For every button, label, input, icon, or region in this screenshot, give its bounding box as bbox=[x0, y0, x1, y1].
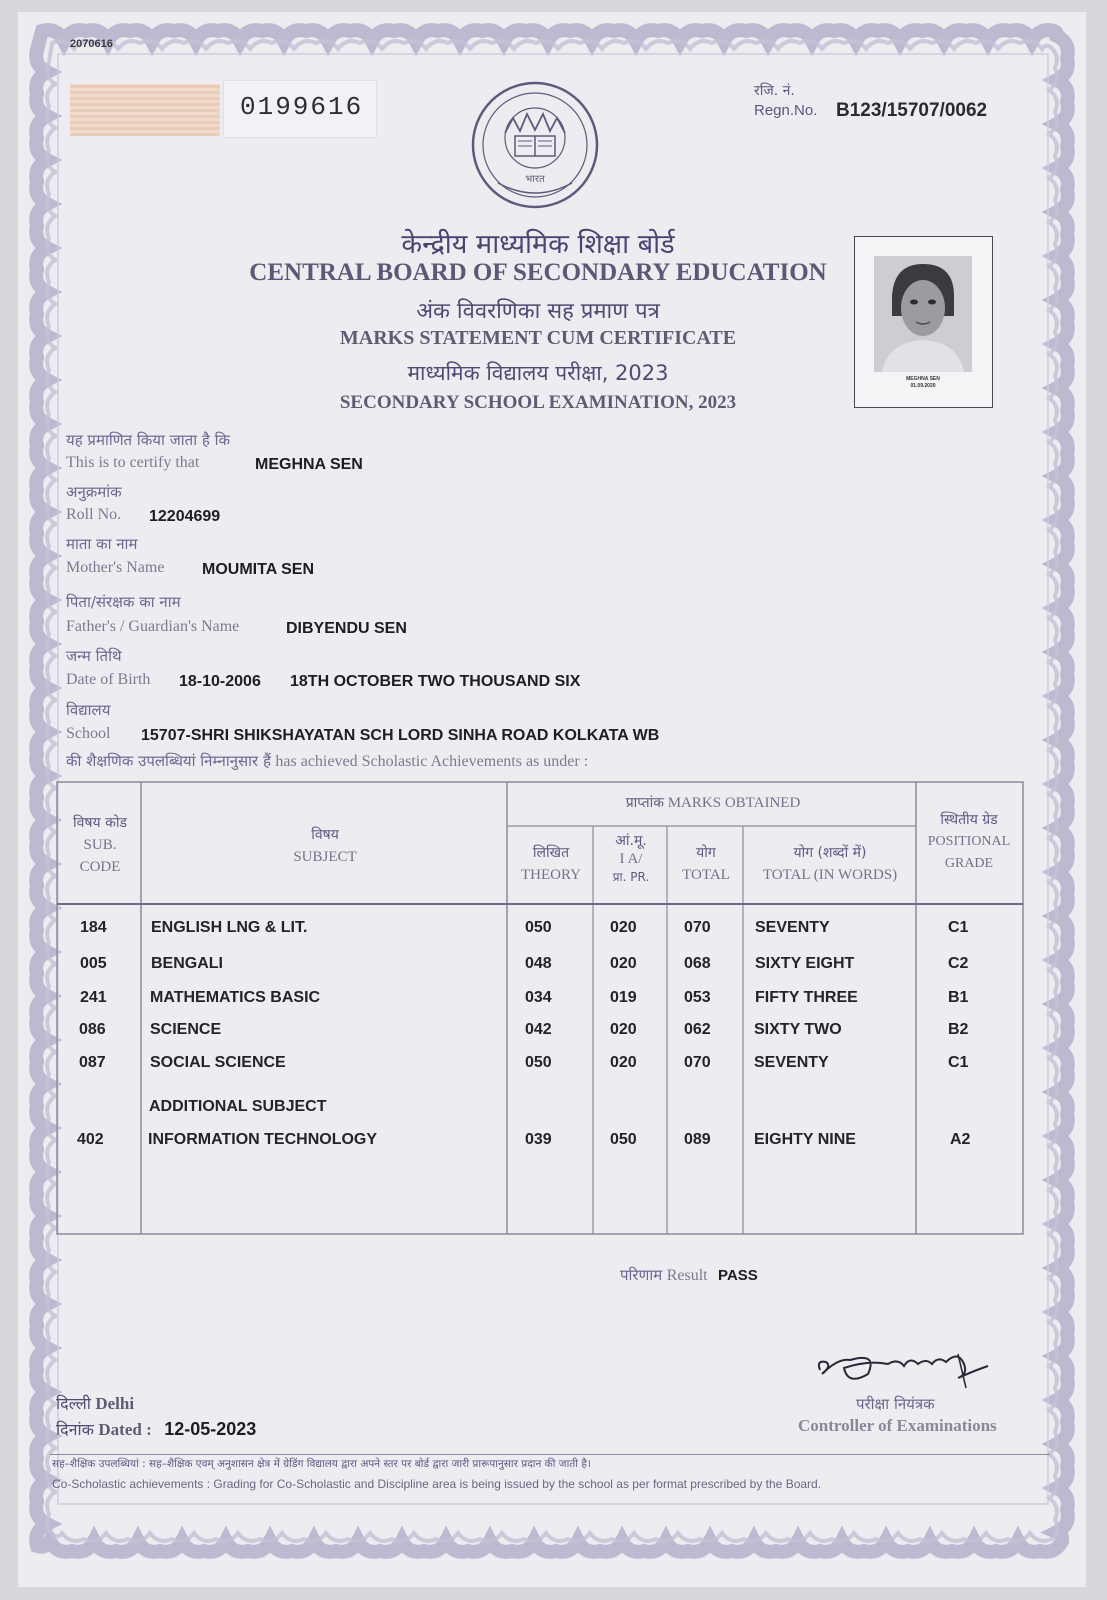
document-title: MARKS STATEMENT CUM CERTIFICATE bbox=[339, 327, 737, 349]
total-in-words: SEVENTY bbox=[754, 1054, 829, 1071]
table-row-additional bbox=[18, 1131, 1086, 1151]
place-hindi: दिल्ली bbox=[56, 1394, 91, 1413]
grade: C1 bbox=[948, 1054, 969, 1071]
table-row bbox=[18, 989, 1086, 1009]
header-grade-hindi: स्थितीय ग्रेड bbox=[940, 812, 998, 828]
header-sub-code-en-2: CODE bbox=[79, 859, 121, 875]
certificate-number: 0199616 bbox=[240, 92, 364, 122]
roll-number: 12204699 bbox=[149, 508, 221, 525]
subject-name: BENGALI bbox=[151, 955, 223, 972]
grade: A2 bbox=[950, 1131, 971, 1148]
mother-name: MOUMITA SEN bbox=[202, 561, 314, 578]
header-total-hindi: योग bbox=[696, 845, 716, 861]
subject-name: SCIENCE bbox=[150, 1021, 222, 1038]
subject-name: SOCIAL SCIENCE bbox=[150, 1054, 286, 1071]
header-marks-hindi: प्राप्तांक bbox=[625, 795, 664, 811]
dob-label: Date of Birth bbox=[66, 671, 151, 688]
theory-marks: 048 bbox=[525, 955, 552, 972]
father-name: DIBYENDU SEN bbox=[286, 620, 407, 637]
footer-line bbox=[50, 1454, 1050, 1455]
achievements-label: has achieved Scholastic Achievements as under : bbox=[275, 753, 589, 770]
dated-value: 12-05-2023 bbox=[164, 1419, 257, 1439]
header-ia-hindi: आं.मू. bbox=[615, 833, 647, 849]
controller-title: Controller of Examinations bbox=[798, 1416, 997, 1435]
total-in-words: SIXTY TWO bbox=[754, 1021, 842, 1038]
roll-label: Roll No. bbox=[66, 506, 122, 523]
controller-title-hindi: परीक्षा नियंत्रक bbox=[856, 1395, 935, 1413]
total-marks: 053 bbox=[684, 989, 711, 1006]
total-marks: 068 bbox=[684, 955, 711, 972]
footer-note-hindi: सह–शैक्षिक उपलब्धियां : सह–शैक्षिक एवम् अनुशासन क्षेत्र में ग्रेडिंग विद्यालय द्वारा अपने स्तर पर बोर्ड द्वारा जारी प्रारूपानुसार प्रदान की जाती है। bbox=[52, 1458, 591, 1470]
theory-marks: 034 bbox=[525, 989, 552, 1006]
certificate-sheet bbox=[18, 12, 1086, 1587]
school-label-hindi: विद्यालय bbox=[66, 701, 111, 719]
photo-caption-name: MEGHNA SEN bbox=[906, 376, 940, 382]
ia-marks: 020 bbox=[610, 1021, 637, 1038]
controller-signature-icon bbox=[808, 1330, 1008, 1400]
header-total-words bbox=[744, 842, 916, 886]
regn-label: Regn.No. bbox=[754, 102, 818, 119]
header-total bbox=[668, 842, 744, 886]
serial-number-top: 2070616 bbox=[70, 38, 113, 50]
ia-marks: 019 bbox=[610, 989, 637, 1006]
header-subject-hindi: विषय bbox=[311, 827, 339, 843]
grade: B1 bbox=[948, 989, 969, 1006]
board-name: CENTRAL BOARD OF SECONDARY EDUCATION bbox=[249, 259, 827, 286]
sub-code: 402 bbox=[77, 1131, 104, 1148]
candidate-name: MEGHNA SEN bbox=[255, 456, 363, 473]
header-ia-en: I A/ bbox=[619, 851, 643, 867]
ia-marks: 020 bbox=[610, 1054, 637, 1071]
father-label: Father's / Guardian's Name bbox=[66, 618, 240, 635]
total-marks: 070 bbox=[684, 1054, 711, 1071]
result-line bbox=[620, 1265, 758, 1285]
exam-title-hindi: माध्यमिक विद्यालय परीक्षा, 2023 bbox=[407, 361, 669, 385]
exam-title: SECONDARY SCHOOL EXAMINATION, 2023 bbox=[339, 392, 737, 413]
total-in-words: SIXTY EIGHT bbox=[755, 955, 855, 972]
table-row bbox=[18, 1054, 1086, 1074]
achievements-label-hindi: की शैक्षणिक उपलब्धियां निम्नानुसार हैं bbox=[66, 752, 271, 770]
result-label: Result bbox=[666, 1267, 708, 1284]
total-in-words: SEVENTY bbox=[755, 919, 830, 936]
total-in-words: FIFTY THREE bbox=[755, 989, 858, 1006]
header-sub-code-en-1: SUB. bbox=[83, 837, 117, 853]
school-label: School bbox=[66, 725, 111, 742]
sub-code: 005 bbox=[80, 955, 107, 972]
additional-subject-label: ADDITIONAL SUBJECT bbox=[149, 1098, 327, 1115]
sub-code: 241 bbox=[80, 989, 107, 1006]
roll-label-hindi: अनुक्रमांक bbox=[66, 483, 122, 501]
result-value: PASS bbox=[718, 1267, 758, 1284]
theory-marks: 042 bbox=[525, 1021, 552, 1038]
table-row bbox=[18, 1021, 1086, 1041]
header-marks-obtained bbox=[508, 792, 918, 814]
mother-label-hindi: माता का नाम bbox=[66, 535, 138, 553]
header-subject-en: SUBJECT bbox=[293, 849, 357, 865]
total-in-words: EIGHTY NINE bbox=[754, 1131, 856, 1148]
dated-line bbox=[56, 1418, 256, 1440]
dated-label-hindi: दिनांक bbox=[56, 1420, 94, 1439]
theory-marks: 050 bbox=[525, 1054, 552, 1071]
regn-number: B123/15707/0062 bbox=[836, 100, 988, 121]
header-theory-en: THEORY bbox=[521, 867, 581, 883]
subject-name: INFORMATION TECHNOLOGY bbox=[148, 1131, 378, 1148]
certify-label-hindi: यह प्रमाणित किया जाता है कि bbox=[66, 431, 230, 449]
footer-note: Co-Scholastic achievements : Grading for Co-Scholastic and Discipline area is being issued by the school as per format prescribed by the Board. bbox=[52, 1477, 822, 1491]
total-marks: 089 bbox=[684, 1131, 711, 1148]
grade: C2 bbox=[948, 955, 969, 972]
mother-label: Mother's Name bbox=[66, 559, 165, 576]
table-row bbox=[18, 955, 1086, 975]
date-of-birth: 18-10-2006 bbox=[179, 673, 261, 690]
header-ia-pr: प्रा. PR. bbox=[612, 870, 650, 884]
place-line bbox=[56, 1392, 134, 1414]
board-name-hindi: केन्द्रीय माध्यमिक शिक्षा बोर्ड bbox=[401, 229, 675, 260]
header-total-words-en: TOTAL (IN WORDS) bbox=[762, 867, 898, 883]
theory-marks: 039 bbox=[525, 1131, 552, 1148]
ia-marks: 020 bbox=[610, 919, 637, 936]
seal-text: भारत bbox=[525, 174, 545, 185]
achievements-intro bbox=[66, 751, 588, 771]
header-total-en: TOTAL bbox=[682, 867, 730, 883]
header-marks-en: MARKS OBTAINED bbox=[667, 795, 801, 811]
photo-caption-date: 01.09.2020 bbox=[910, 383, 936, 389]
header-sub-code bbox=[58, 812, 142, 878]
header-grade-en-1: POSITIONAL bbox=[927, 834, 1011, 849]
grade: B2 bbox=[948, 1021, 969, 1038]
total-marks: 070 bbox=[684, 919, 711, 936]
regn-label-hindi: रजि. नं. bbox=[754, 83, 795, 99]
certify-label: This is to certify that bbox=[66, 454, 200, 471]
place-en: Delhi bbox=[95, 1394, 135, 1413]
cbse-seal-icon bbox=[468, 78, 602, 212]
header-theory-hindi: लिखित bbox=[532, 845, 570, 861]
subject-name: MATHEMATICS BASIC bbox=[150, 989, 321, 1006]
total-marks: 062 bbox=[684, 1021, 711, 1038]
header-sub-code-hindi: विषय कोड bbox=[73, 815, 127, 831]
father-label-hindi: पिता/संरक्षक का नाम bbox=[66, 593, 181, 611]
date-of-birth-words: 18TH OCTOBER TWO THOUSAND SIX bbox=[290, 673, 581, 690]
header-total-words-hindi: योग (शब्दों में) bbox=[793, 845, 867, 861]
sub-code: 086 bbox=[79, 1021, 106, 1038]
security-strip bbox=[70, 84, 220, 136]
dated-label: Dated : bbox=[98, 1420, 152, 1439]
dob-label-hindi: जन्म तिथि bbox=[66, 647, 122, 665]
ia-marks: 020 bbox=[610, 955, 637, 972]
header-grade bbox=[916, 809, 1022, 875]
student-photo bbox=[874, 256, 972, 372]
header-grade-en-2: GRADE bbox=[944, 856, 994, 871]
sub-code: 184 bbox=[80, 919, 107, 936]
school-name: 15707-SHRI SHIKSHAYATAN SCH LORD SINHA ROAD KOLKATA WB bbox=[141, 727, 660, 744]
theory-marks: 050 bbox=[525, 919, 552, 936]
table-row bbox=[18, 919, 1086, 939]
header-subject bbox=[142, 824, 508, 868]
ia-marks: 050 bbox=[610, 1131, 637, 1148]
grade: C1 bbox=[948, 919, 969, 936]
document-title-hindi: अंक विवरणिका सह प्रमाण पत्र bbox=[416, 299, 660, 324]
result-label-hindi: परिणाम bbox=[620, 1266, 663, 1284]
subject-name: ENGLISH LNG & LIT. bbox=[151, 919, 308, 936]
header-ia bbox=[594, 832, 668, 886]
sub-code: 087 bbox=[79, 1054, 106, 1071]
header-theory bbox=[508, 842, 594, 886]
